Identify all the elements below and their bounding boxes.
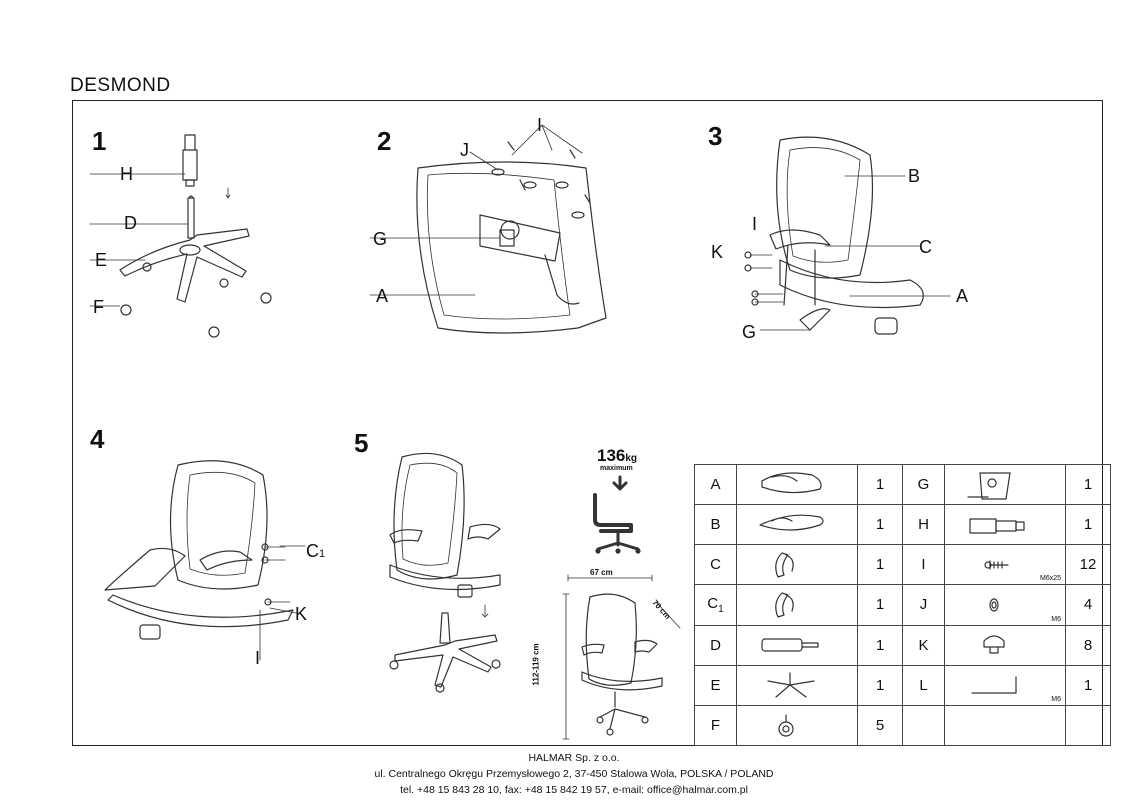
label-C1: C1 (306, 541, 326, 561)
step-number-1: 1 (92, 126, 107, 156)
part-quantity: 4 (1066, 585, 1111, 625)
part-letter: A (695, 465, 737, 505)
step-number-4: 4 (90, 424, 105, 454)
part-quantity: 1 (1066, 505, 1111, 545)
parts-table-row (695, 585, 1111, 625)
part-quantity: 1 (1066, 465, 1111, 505)
parts-table (694, 464, 1111, 746)
step-number-5: 5 (354, 428, 369, 458)
parts-table-row (695, 665, 1111, 705)
part-quantity: 8 (1066, 625, 1111, 665)
parts-table-row (695, 505, 1111, 545)
part-image (945, 545, 1066, 585)
part-letter: L (903, 665, 945, 705)
label-I: I (255, 648, 261, 668)
label-A: A (956, 286, 969, 306)
step-number-2: 2 (377, 126, 392, 156)
part-image (945, 705, 1066, 745)
part-letter: E (695, 665, 737, 705)
label-K: K (295, 604, 308, 624)
part-quantity: 1 (1066, 665, 1111, 705)
footer-contact: tel. +48 15 843 28 10, fax: +48 15 842 19 57, e-mail: office@halmar.com.pl (400, 784, 748, 796)
part-letter: $C_1$ (695, 585, 737, 625)
part-letter: D (695, 625, 737, 665)
part-quantity: 5 (858, 705, 903, 745)
part-image (945, 625, 1066, 665)
footer-company: HALMAR Sp. z o.o. (528, 752, 620, 764)
part-letter: H (903, 505, 945, 545)
part-letter: B (695, 505, 737, 545)
part-image (737, 665, 858, 705)
dimension-drawing (560, 572, 690, 742)
part-size-note: M6 (1051, 695, 1061, 703)
step1-base-illustration (90, 120, 300, 350)
part-image (945, 585, 1066, 625)
label-J: J (460, 140, 469, 160)
max-weight-value: 136kg (597, 446, 638, 465)
part-image (737, 625, 858, 665)
part-letter: F (695, 705, 737, 745)
step-number-3: 3 (708, 121, 723, 151)
part-image (737, 465, 858, 505)
part-image (737, 585, 858, 625)
label-A: A (376, 286, 389, 306)
label-E: E (95, 250, 108, 270)
label-G: G (373, 229, 388, 249)
label-I: I (752, 214, 758, 234)
part-image (945, 665, 1066, 705)
part-quantity: 1 (858, 505, 903, 545)
step3-backrest-illustration (700, 120, 960, 350)
part-quantity: 1 (858, 625, 903, 665)
dimension-depth: 70 cm (650, 598, 673, 621)
step4-armrest-illustration (100, 450, 330, 665)
parts-table-row (695, 545, 1111, 585)
part-quantity: 1 (858, 545, 903, 585)
parts-table-row (695, 705, 1111, 745)
part-size-note: M6x25 (1039, 575, 1061, 583)
label-I: I (537, 115, 543, 135)
label-H: H (120, 164, 133, 184)
label-C: C (919, 237, 932, 257)
parts-table-row (695, 465, 1111, 505)
weight-limit-chair-icon (590, 475, 650, 555)
label-G: G (742, 322, 757, 342)
dimension-height: 112-119 cm (531, 643, 541, 686)
part-letter: G (903, 465, 945, 505)
max-weight-note: maximum (600, 465, 633, 472)
label-D: D (124, 213, 137, 233)
part-quantity: 12 (1066, 545, 1111, 585)
part-image (737, 505, 858, 545)
part-letter: K (903, 625, 945, 665)
part-quantity: 1 (858, 585, 903, 625)
part-letter: J (903, 585, 945, 625)
part-image (737, 705, 858, 745)
part-quantity (1066, 705, 1111, 745)
part-letter: C (695, 545, 737, 585)
part-quantity: 1 (858, 665, 903, 705)
step5-final-assembly-illustration (380, 445, 530, 700)
part-image (945, 505, 1066, 545)
dimension-width: 67 cm (590, 568, 613, 577)
footer-address: ul. Centralnego Okręgu Przemysłowego 2, 37-450 Stalowa Wola, POLSKA / POLAND (374, 768, 774, 780)
part-size-note: M6 (1051, 615, 1061, 623)
part-letter: I (903, 545, 945, 585)
part-image (737, 545, 858, 585)
part-image (945, 465, 1066, 505)
label-B: B (908, 166, 921, 186)
parts-table-row (695, 625, 1111, 665)
document-title: DESMOND (70, 75, 171, 96)
step2-seat-illustration (370, 120, 610, 350)
part-letter (903, 705, 945, 745)
label-F: F (93, 297, 104, 317)
label-K: K (711, 242, 724, 262)
part-quantity: 1 (858, 465, 903, 505)
